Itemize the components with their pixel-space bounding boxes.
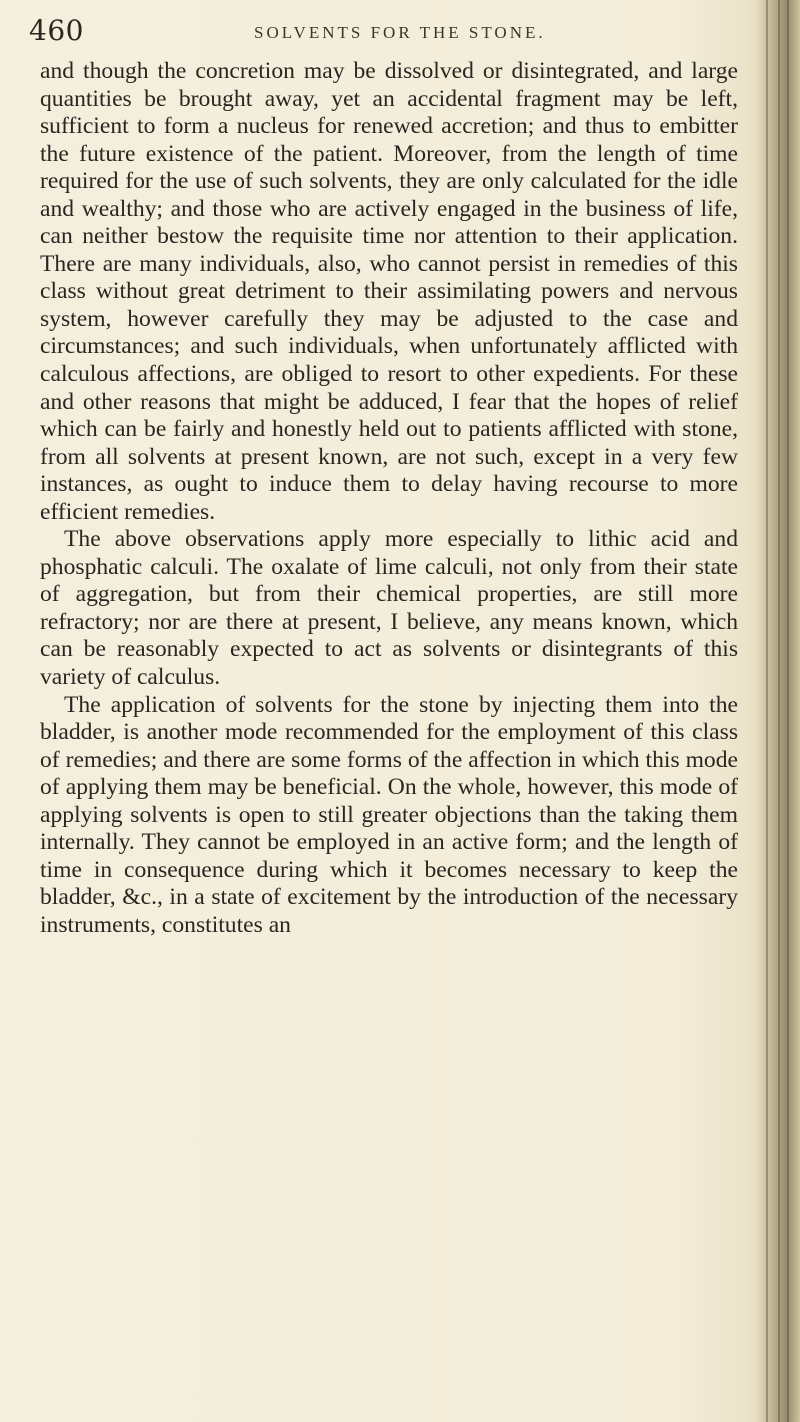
paragraph-2: The above observations apply more especially to lithic acid and phosphatic calculi. The oxalate of lime calculi, not only from their state of aggregation, but from their chemical properties, are still more refractory; nor are there at present, I believe, any means known, which can be reasonably expected to act as solvents or disintegrants of this variety of calculus. (40, 526, 738, 691)
page-header (29, 14, 749, 54)
paragraph-3: The application of solvents for the stone by injecting them into the bladder, is another mode recommended for the employment of this class of remedies; and there are some forms of the affection in which this mode of applying them may be beneficial. On the whole, however, this mode of applying solvents is open to still greater objections than the taking them internally. They cannot be employed in an active form; and the length of time in consequence during which it becomes necessary to keep the bladder, &c., in a state of excitement by the introduction of the necessary instruments, constitutes an (40, 691, 738, 938)
binding-gutter (756, 0, 800, 1422)
running-head: SOLVENTS FOR THE STONE. (254, 23, 546, 42)
gutter-line (787, 0, 789, 1422)
paragraph-1: and though the concretion may be dissolved or disintegrated, and large quantities be brought away, yet an accidental fragment may be left, sufficient to form a nucleus for renewed accretion; and thus to embitter the future existence of the patient. Moreover, from the length of time required for the use of such solvents, they are only calculated for the idle and wealthy; and those who are actively engaged in the business of life, can neither bestow the requisite time nor attention to their application. There are many individuals, also, who cannot persist in remedies of this class without great detriment to their assimilating powers and nervous system, however carefully they may be adjusted to the case and circumstances; and such individuals, when unfortunately afflicted with calculous affections, are obliged to resort to other expedients. For these and other reasons that might be adduced, I fear that the hopes of relief which can be fairly and honestly held out to patients afflicted with stone, from all solvents at present known, are not such, except in a very few instances, as ought to induce them to delay having recourse to more efficient remedies. (40, 58, 738, 525)
page-number: 460 (29, 14, 84, 47)
gutter-line (766, 0, 768, 1422)
gutter-line (778, 0, 780, 1422)
body-text (40, 58, 738, 940)
